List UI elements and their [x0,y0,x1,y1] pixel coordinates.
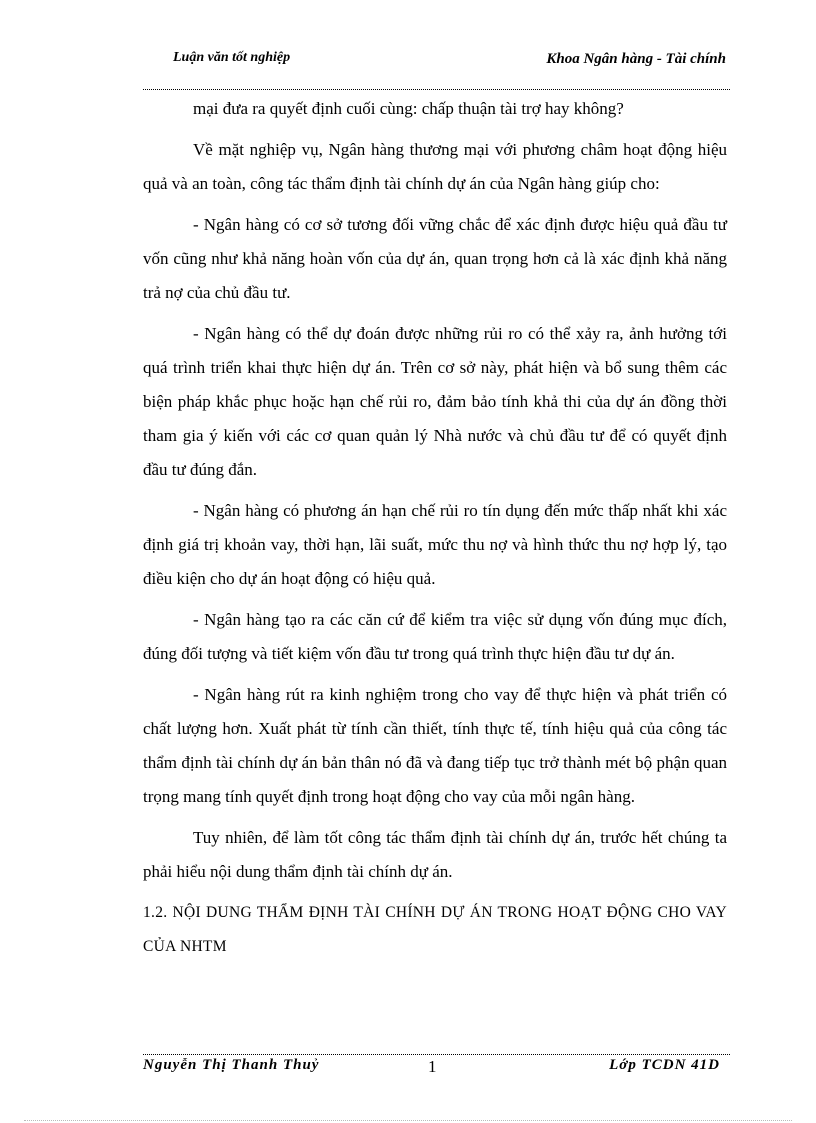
paragraph-conclusion: Tuy nhiên, để làm tốt công tác thẩm định tài chính dự án, trước hết chúng ta phải hiểu nội dung thẩm định tài chính dự án. [143,828,727,881]
paragraph-bullet-5: - Ngân hàng rút ra kinh nghiệm trong cho vay để thực hiện và phát triển có chất lượng hơn. Xuất phát từ tính cần thiết, tính thực tế, tính hiệu quả của công tác thẩm định tài chính dự án bản thân nó đã và đang tiếp tục trở thành mét bộ phận quan trọng mang tính quyết định trong hoạt động cho vay của mỗi ngân hàng. [143,685,727,806]
paragraph-bullet-3: - Ngân hàng có phương án hạn chế rủi ro tín dụng đến mức thấp nhất khi xác định giá trị khoản vay, thời hạn, lãi suất, mức thu nợ và hình thức thu nợ hợp lý, tạo điều kiện cho dự án hoạt động có hiệu quả. [143,501,727,588]
header-left-title: Luận văn tốt nghiệp [173,50,291,65]
paragraph-bullet-2: - Ngân hàng có thể dự đoán được những rủi ro có thể xảy ra, ảnh hưởng tới quá trình triển khai thực hiện dự án. Trên cơ sở này, phát hiện và bổ sung thêm các biện pháp khắc phục hoặc hạn chế rủi ro, đảm bảo tính khả thi của dự án đồng thời tham gia ý kiến với các cơ quan quản lý Nhà nước và chủ đầu tư để có quyết định đầu tư đúng đắn. [143,324,727,479]
section-heading: 1.2. NỘI DUNG THẨM ĐỊNH TÀI CHÍNH DỰ ÁN TRONG HOẠT ĐỘNG CHO VAY CỦA NHTM [143,904,727,955]
footer-class: Lớp TCDN 41D [609,1057,720,1073]
paragraph-bullet-4: - Ngân hàng tạo ra các căn cứ để kiểm tra việc sử dụng vốn đúng mục đích, đúng đối tượng và tiết kiệm vốn đầu tư trong quá trình thực hiện đầu tư dự án. [143,610,727,663]
header-right-title: Khoa Ngân hàng - Tài chính [546,51,726,67]
paragraph-bullet-1: - Ngân hàng có cơ sở tương đối vững chắc để xác định được hiệu quả đầu tư vốn cũng như khả năng hoàn vốn của dự án, quan trọng hơn cả là xác định khả năng trả nợ của chủ đầu tư. [143,215,727,302]
paragraph-intro: Về mặt nghiệp vụ, Ngân hàng thương mại với phương châm hoạt động hiệu quả và an toàn, công tác thẩm định tài chính dự án của Ngân hàng giúp cho: [143,140,727,193]
page-number: 1 [428,1057,437,1076]
page-edge-divider [24,1120,792,1121]
header-divider [143,89,730,90]
paragraph-continuation: mại đưa ra quyết định cuối cùng: chấp thuận tài trợ hay không? [193,99,624,118]
footer-author: Nguyễn Thị Thanh Thuỷ [143,1057,320,1073]
document-body [143,92,727,971]
footer-divider [143,1054,730,1055]
